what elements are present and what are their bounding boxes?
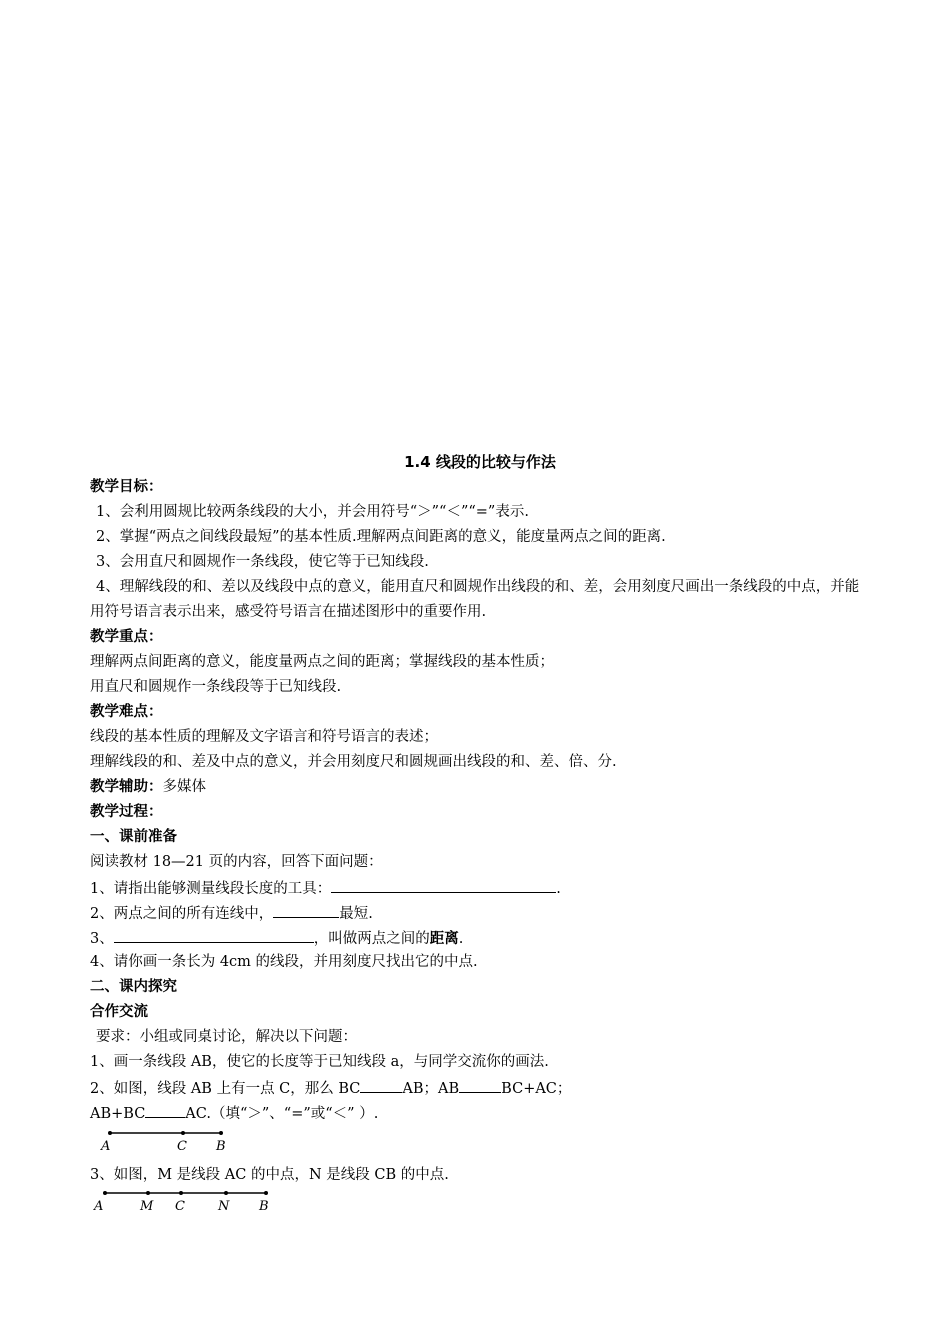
explore-requirement: 要求：小组或同桌讨论，解决以下问题： — [96, 1029, 357, 1045]
segment-diagram — [90, 1125, 250, 1155]
objective-item — [90, 575, 870, 625]
question-text: 3、 — [90, 931, 114, 947]
prep-intro: 阅读教材 18—21 页的内容，回答下面问题： — [90, 854, 383, 870]
question-text: AB；AB — [402, 1081, 460, 1097]
process-heading: 教学过程： — [90, 804, 163, 820]
point-label: C — [177, 1139, 187, 1154]
prep-heading: 一、课前准备 — [90, 829, 177, 845]
aids-heading: 教学辅助： — [90, 779, 163, 795]
objectives-heading: 教学目标： — [90, 479, 163, 495]
point-label: A — [101, 1139, 111, 1154]
explore-question-2a — [90, 1075, 870, 1100]
point-dot — [179, 1191, 183, 1195]
question-end: . — [458, 931, 464, 947]
question-text: BC+AC； — [501, 1081, 572, 1097]
explore-question-1: 1、画一条线段 AB，使它的长度等于已知线段 a，与同学交流你的画法. — [90, 1054, 549, 1070]
figure-segment-amcnb — [90, 1188, 870, 1218]
question-text: 2、如图，线段 AB 上有一点 C，那么 BC — [90, 1081, 361, 1097]
point-label: A — [94, 1199, 104, 1214]
figure-segment-acb — [90, 1125, 870, 1155]
document-title: 1.4 线段的比较与作法 — [404, 453, 556, 471]
point-label: M — [140, 1199, 154, 1214]
prep-question-2 — [90, 900, 870, 925]
point-dot — [181, 1131, 185, 1135]
explore-heading: 二、课内探究 — [90, 979, 177, 995]
key-point-item: 用直尺和圆规作一条线段等于已知线段. — [90, 679, 342, 695]
prep-question-4: 4、请你画一条长为 4cm 的线段，并用刻度尺找出它的中点. — [90, 954, 478, 970]
key-points-heading: 教学重点： — [90, 629, 163, 645]
difficulty-item: 线段的基本性质的理解及文字语言和符号语言的表述； — [90, 729, 438, 745]
objective-item: 2、掌握“两点之间线段最短”的基本性质.理解两点间距离的意义，能度量两点之间的距离. — [96, 529, 666, 545]
difficulties-heading: 教学难点： — [90, 704, 163, 720]
question-end: 最短. — [339, 906, 373, 922]
segment-diagram — [90, 1188, 290, 1218]
key-point-item: 理解两点间距离的意义，能度量两点之间的距离；掌握线段的基本性质； — [90, 654, 554, 670]
explore-question-2b — [90, 1100, 870, 1125]
explore-question-3: 3、如图，M 是线段 AC 的中点，N 是线段 CB 的中点. — [90, 1167, 449, 1183]
answer-blank[interactable] — [331, 875, 556, 893]
point-label: B — [216, 1139, 226, 1154]
question-text: 1、请指出能够测量线段长度的工具： — [90, 881, 332, 897]
prep-question-1 — [90, 875, 870, 900]
answer-blank[interactable] — [360, 1075, 402, 1093]
point-dot — [219, 1131, 223, 1135]
aids-value: 多媒体 — [162, 779, 206, 795]
objective-item: 3、会用直尺和圆规作一条线段，使它等于已知线段. — [96, 554, 429, 570]
point-dot — [103, 1191, 107, 1195]
point-label: C — [175, 1199, 185, 1214]
objective-item: 1、会利用圆规比较两条线段的大小，并会用符号“＞”“＜”“=”表示. — [96, 504, 529, 520]
prep-question-3 — [90, 925, 870, 950]
point-dot — [224, 1191, 228, 1195]
answer-blank[interactable] — [145, 1100, 185, 1118]
difficulty-item: 理解线段的和、差及中点的意义，并会用刻度尺和圆规画出线段的和、差、倍、分. — [90, 754, 617, 770]
point-label: B — [259, 1199, 269, 1214]
question-text: AC.（填“＞”、“=”或“＜” ）. — [185, 1106, 379, 1122]
question-end: . — [556, 881, 561, 897]
explore-subheading: 合作交流 — [90, 1004, 148, 1020]
answer-blank[interactable] — [459, 1075, 501, 1093]
aids-line — [90, 775, 870, 800]
answer-blank[interactable] — [114, 925, 314, 943]
answer-blank[interactable] — [273, 900, 339, 918]
question-bold-term: 距离 — [429, 931, 459, 947]
point-label: N — [218, 1199, 230, 1214]
question-text: ，叫做两点之间的 — [313, 931, 430, 947]
document-page — [90, 450, 870, 1218]
point-dot — [264, 1191, 268, 1195]
question-text: AB+BC — [90, 1106, 146, 1122]
point-dot — [108, 1131, 112, 1135]
question-text: 2、两点之间的所有连线中， — [90, 906, 274, 922]
objective-item-text: 4、理解线段的和、差以及线段中点的意义，能用直尺和圆规作出线段的和、差，会用刻度尺画出一条线段的中点，并能用符号语言表示出来，感受符号语言在描述图形中的重要作用. — [90, 579, 860, 620]
point-dot — [146, 1191, 150, 1195]
